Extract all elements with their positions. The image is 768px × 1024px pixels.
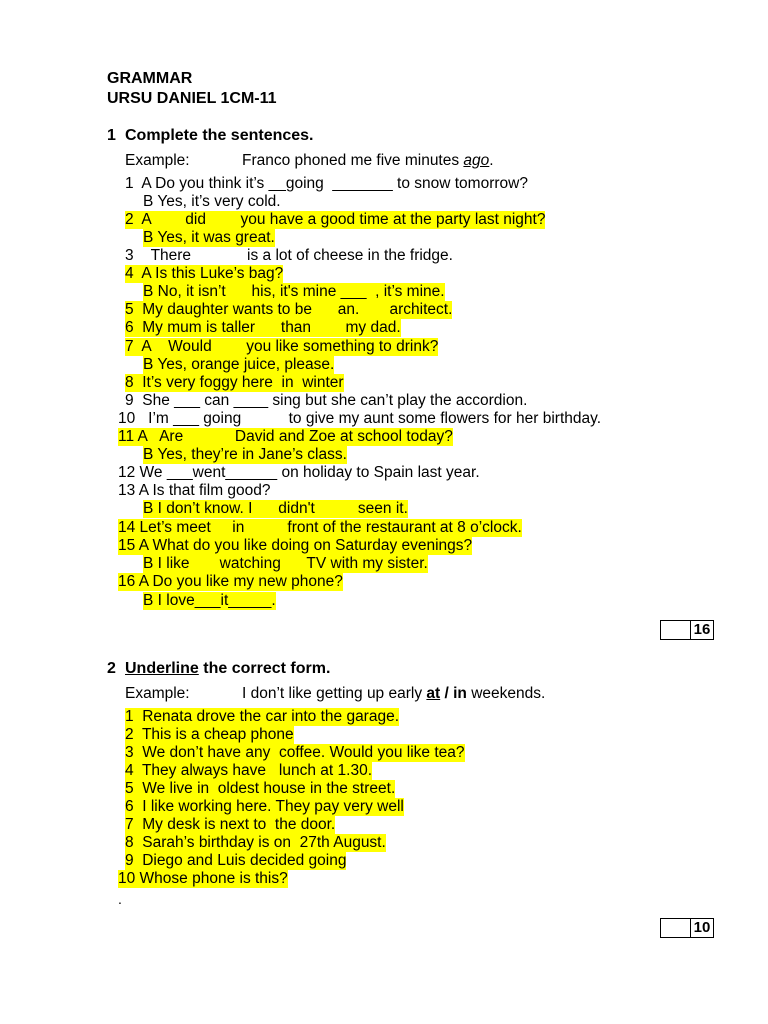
section2-example-pre: I don’t like getting up early bbox=[242, 685, 427, 702]
section1-item-line: B Yes, it was great. bbox=[143, 229, 275, 246]
section1-item-line: 11 A Are David and Zoe at school today? bbox=[118, 428, 453, 445]
student-name: URSU DANIEL 1CM-11 bbox=[107, 90, 277, 107]
section2-title-text: the correct form. bbox=[198, 660, 331, 677]
section2-score: 10 bbox=[693, 919, 711, 936]
section2-item-line: 1 Renata drove the car into the garage. bbox=[125, 708, 400, 725]
section1-item-line: B I like watching TV with my sister. bbox=[143, 555, 428, 572]
section1-item-line: 8 It’s very foggy here in winter bbox=[125, 374, 344, 391]
section2-example-alt: in bbox=[453, 685, 467, 702]
section2-score-box bbox=[660, 918, 714, 938]
section2-title-underlined: Underline bbox=[125, 660, 199, 677]
section2-example-post: weekends. bbox=[466, 685, 546, 702]
section1-item-line: 2 A did you have a good time at the party last night? bbox=[125, 211, 546, 228]
section1-example bbox=[125, 152, 494, 170]
section1-item-line: 5 My daughter wants to be an. architect. bbox=[125, 301, 453, 318]
section1-item-line: 16 A Do you like my new phone? bbox=[118, 573, 343, 590]
section1-item-line: 7 A Would you like something to drink? bbox=[125, 338, 439, 355]
section1-item-line: 4 A Is this Luke’s bag? bbox=[125, 265, 284, 282]
section2-item-line: 2 This is a cheap phone bbox=[125, 726, 294, 743]
section1-item-line: 10 I’m ___ going to give my aunt some flowers for her birthday. bbox=[118, 410, 602, 427]
section2-example-label: Example: bbox=[125, 685, 190, 702]
section1-example-post: . bbox=[489, 152, 494, 169]
section1-example-pre: Franco phoned me five minutes bbox=[242, 152, 464, 169]
section2-number: 2 bbox=[107, 660, 116, 677]
section2-example bbox=[125, 685, 545, 703]
section2-example-separator: / bbox=[440, 685, 454, 702]
section2-item-line: 9 Diego and Luis decided going bbox=[125, 852, 347, 869]
section1-item-line: B I love___it_____. bbox=[143, 592, 276, 609]
section1-item-line: 12 We ___went______ on holiday to Spain last year. bbox=[118, 464, 480, 481]
section2-item-line: 8 Sarah’s birthday is on 27th August. bbox=[125, 834, 386, 851]
section1-item-line: B No, it isn’t his, it's mine ___ , it’s mine. bbox=[143, 283, 445, 300]
subject-heading: GRAMMAR bbox=[107, 70, 193, 87]
section1-title bbox=[107, 127, 314, 145]
section1-item-line: 6 My mum is taller than my dad. bbox=[125, 319, 401, 336]
section1-score-box bbox=[660, 620, 714, 640]
section2-item-line: 3 We don’t have any coffee. Would you like tea? bbox=[125, 744, 465, 761]
section1-item-line: 14 Let’s meet in front of the restaurant at 8 o’clock. bbox=[118, 519, 522, 536]
section2-item-line: 7 My desk is next to the door. bbox=[125, 816, 336, 833]
section1-item-line: B I don’t know. I didn't seen it. bbox=[143, 500, 408, 517]
section2-item-line: 6 I like working here. They pay very well bbox=[125, 798, 404, 815]
section2-item-line: 4 They always have lunch at 1.30. bbox=[125, 762, 373, 779]
score-blank-cell[interactable] bbox=[661, 621, 691, 639]
section1-item-line: 1 A Do you think it’s __going _______ to snow tomorrow? bbox=[125, 175, 528, 192]
section1-item-line: B Yes, it’s very cold. bbox=[143, 193, 281, 210]
section1-item-line: B Yes, orange juice, please. bbox=[143, 356, 335, 373]
section1-item-line: 13 A Is that film good? bbox=[118, 482, 271, 499]
section1-score: 16 bbox=[693, 621, 711, 638]
section2-item-line: 5 We live in oldest house in the street. bbox=[125, 780, 396, 797]
section2-title bbox=[107, 660, 330, 678]
section2-item-line: 10 Whose phone is this? bbox=[118, 870, 288, 887]
section1-item-line: 9 She ___ can ____ sing but she can’t play the accordion. bbox=[125, 392, 528, 409]
score-blank-cell[interactable] bbox=[661, 919, 691, 937]
section1-item-line: B Yes, they’re in Jane’s class. bbox=[143, 446, 347, 463]
section1-item-line: 15 A What do you like doing on Saturday evenings? bbox=[118, 537, 473, 554]
trailing-mark: . bbox=[118, 891, 122, 907]
section2-example-answer: at bbox=[426, 685, 441, 702]
section1-title-text: Complete the sentences. bbox=[125, 127, 314, 144]
section1-number: 1 bbox=[107, 127, 116, 144]
section1-example-label: Example: bbox=[125, 152, 190, 169]
section1-item-line: 3 There is a lot of cheese in the fridge. bbox=[125, 247, 453, 264]
section1-example-answer: ago bbox=[463, 152, 490, 169]
